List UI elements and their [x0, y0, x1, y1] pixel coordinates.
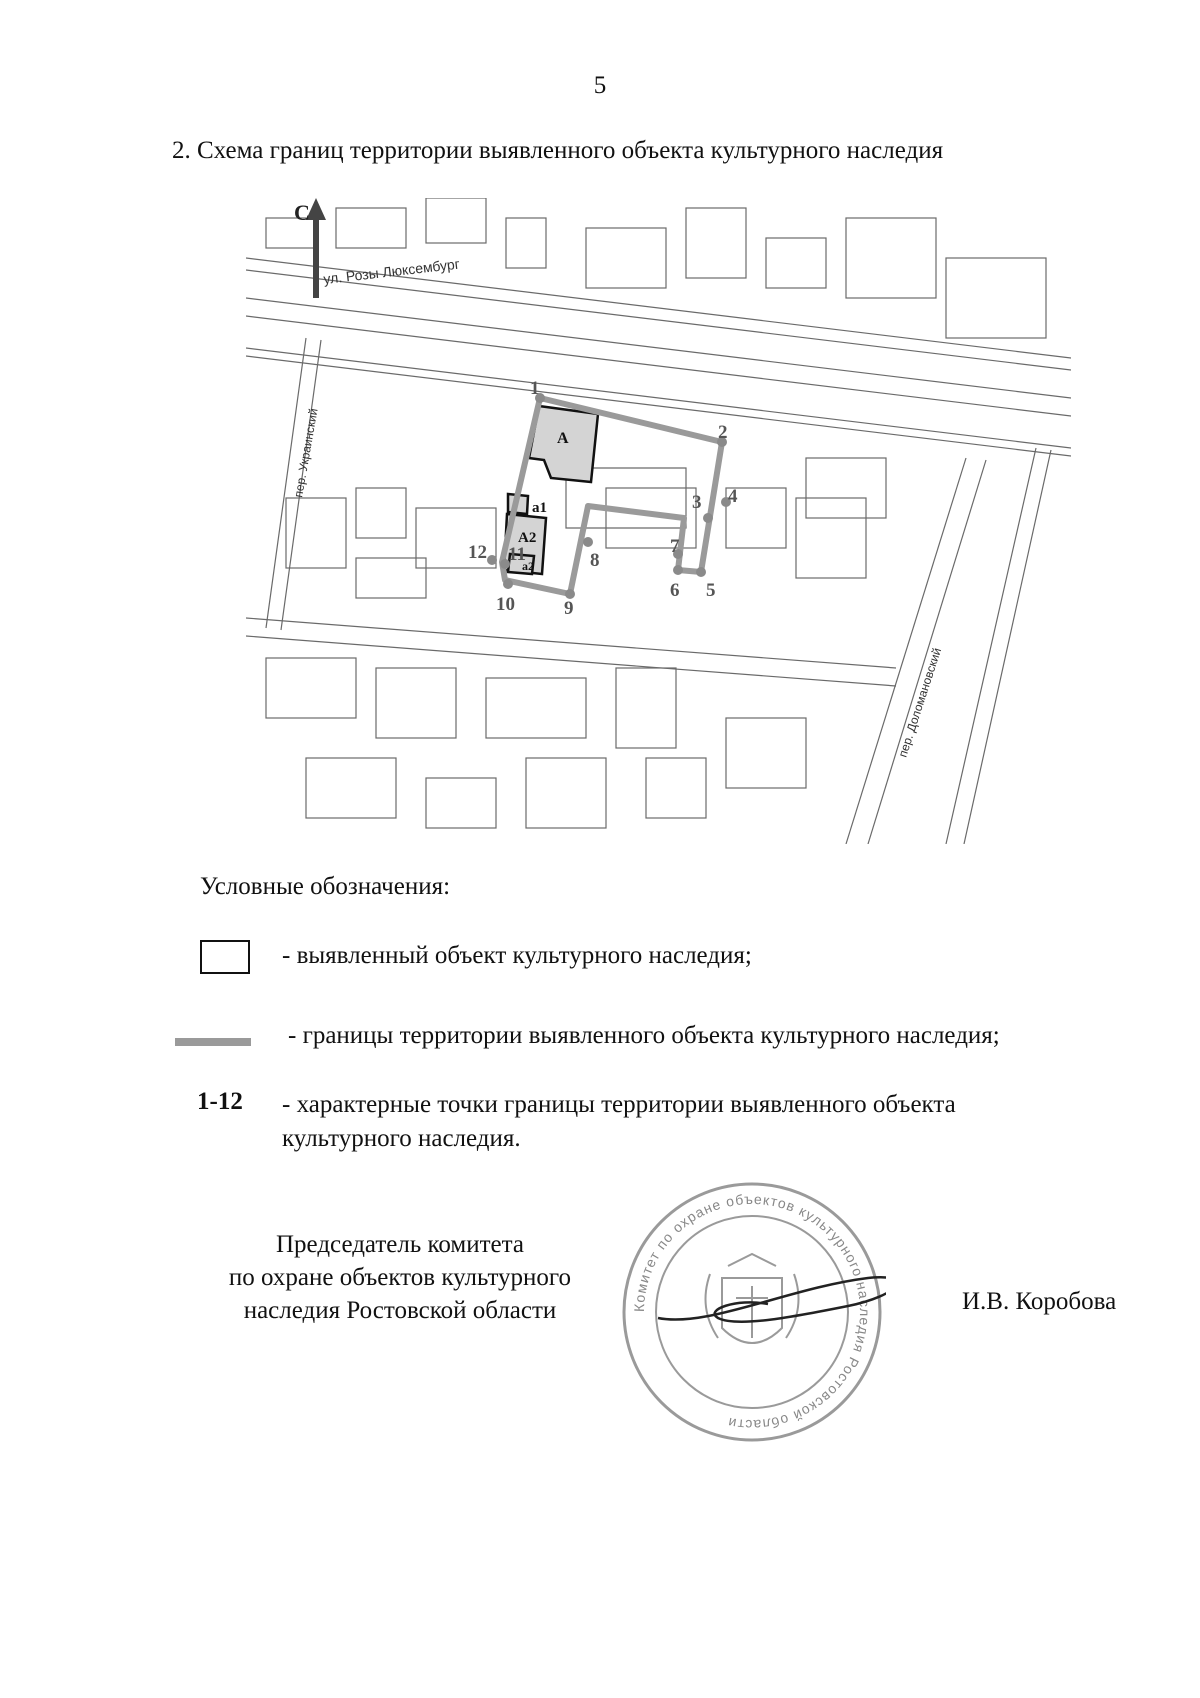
- boundary-point-marker: [696, 567, 706, 577]
- street-label-left: пер. Украинский: [291, 407, 321, 499]
- legend-boundary-text: - границы территории выявленного объекта культурного наследия;: [288, 1022, 1000, 1049]
- boundary-point-marker: [503, 579, 513, 589]
- point-label-9: 9: [564, 598, 574, 619]
- legend-object-symbol: [200, 940, 250, 974]
- legend-title: Условные обозначения:: [200, 873, 451, 900]
- signer-title-line-1: Председатель комитета: [276, 1231, 524, 1258]
- map-background-lines: [246, 198, 1071, 844]
- signer-title-line-3: наследия Ростовской области: [243, 1297, 557, 1324]
- boundary-point-marker: [583, 537, 593, 547]
- signer-title-line-2: по охране объектов культурного: [228, 1264, 572, 1291]
- point-label-6: 6: [670, 580, 680, 601]
- legend-points-text: - характерные точки границы территории выявленного объекта культурного наследия.: [282, 1091, 956, 1152]
- legend-boundary-symbol: [175, 1038, 251, 1046]
- north-label: С: [294, 200, 310, 225]
- street-label-right: пер. Доломановский: [895, 646, 945, 759]
- seal-ring-text: Комитет по охране объектов культурного наследия Ростовской области: [630, 1190, 874, 1434]
- point-label-3: 3: [692, 492, 702, 513]
- building-label-a: А: [557, 430, 569, 447]
- point-label-12: 12: [468, 542, 487, 563]
- building-label-a1: а1: [532, 500, 547, 516]
- scheme-heading: 2. Схема границ территории выявленного объекта культурного наследия: [172, 137, 944, 164]
- street-label-main: ул. Розы Люксембург: [322, 255, 461, 287]
- boundary-point-marker: [703, 513, 713, 523]
- handwritten-signature: [658, 1277, 886, 1321]
- point-label-11: 11: [508, 544, 526, 565]
- signer-name: И.В. Коробова: [962, 1288, 1117, 1315]
- point-label-1: 1: [530, 378, 540, 399]
- point-label-2: 2: [718, 422, 728, 443]
- map-svg: [246, 198, 1071, 844]
- page-number: 5: [593, 72, 607, 99]
- point-label-7: 7: [670, 536, 680, 557]
- legend-points-label: 1-12: [197, 1088, 243, 1115]
- boundary-point-marker: [673, 565, 683, 575]
- point-label-10: 10: [496, 594, 515, 615]
- boundary-point-marker: [487, 555, 497, 565]
- point-label-5: 5: [706, 580, 716, 601]
- official-seal: [618, 1178, 886, 1446]
- point-label-8: 8: [590, 550, 600, 571]
- building-label-a2: А2: [518, 530, 537, 546]
- legend-object-text: - выявленный объект культурного наследия;: [282, 942, 752, 969]
- point-label-4: 4: [728, 486, 738, 507]
- boundary-map: [246, 198, 1071, 844]
- building-label-a2-small: а2: [522, 559, 534, 573]
- seal-svg: [618, 1178, 886, 1446]
- coat-of-arms-icon: [706, 1254, 799, 1343]
- signature-block: [190, 1228, 610, 1327]
